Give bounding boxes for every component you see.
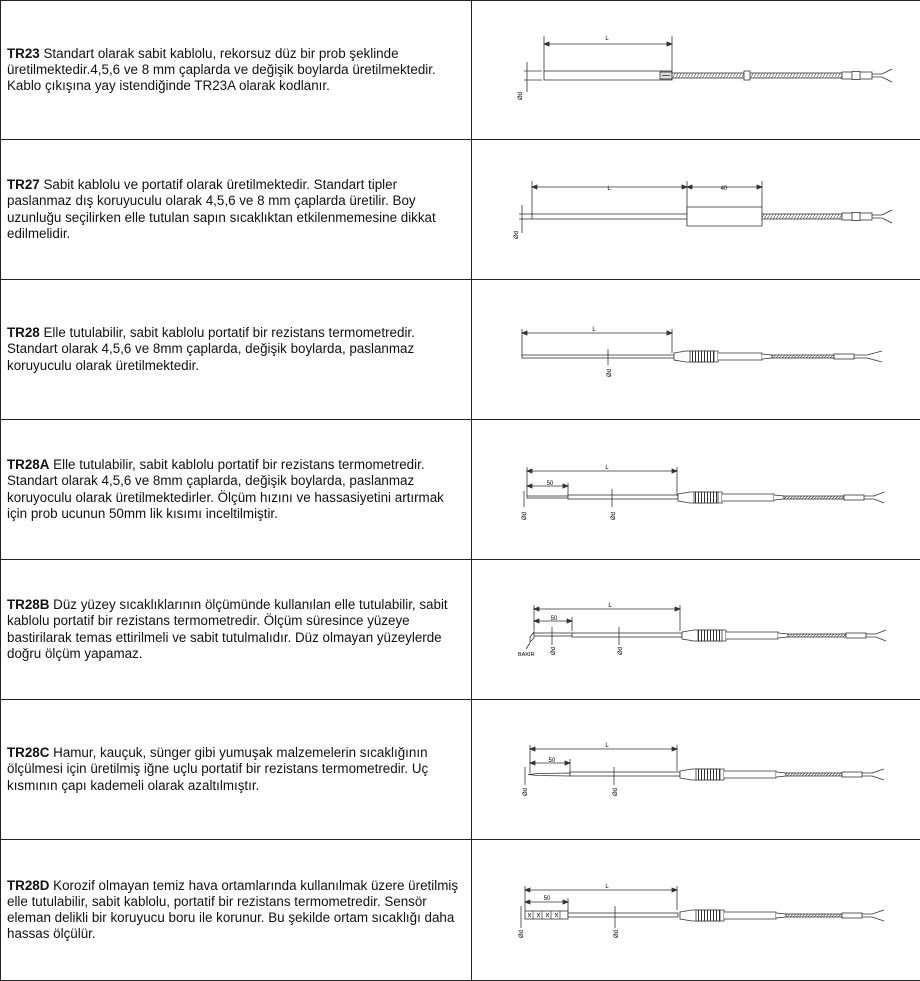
product-code: TR28A	[7, 457, 49, 472]
product-code: TR28C	[7, 745, 49, 760]
product-description: Elle tutulabilir, sabit kablolu portatif bir rezistans termometredir. Standart olarak 4,5,6 ve 8mm çaplarda, değişik boylarda, paslanmaz koruyuculu olarak üretilmektedir.	[7, 325, 415, 372]
probe-drawing-tr23	[472, 2, 920, 139]
probe-drawing-tr28c	[472, 701, 920, 838]
product-code: TR28D	[7, 878, 49, 893]
probe-drawing-tr28d	[472, 842, 920, 979]
drawing-cell	[472, 700, 920, 840]
material-label: BAKIR	[518, 652, 535, 658]
dia-label: Ød	[518, 91, 524, 99]
dim-label-L: L	[605, 884, 609, 890]
probe-drawing-tr28a	[472, 421, 920, 558]
dim-label-L: L	[605, 743, 609, 749]
table-row	[1, 140, 920, 280]
tip-dia-label: Ød	[522, 512, 528, 520]
table-row	[1, 840, 920, 981]
dim-label-L: L	[608, 603, 612, 609]
dim-label-L: L	[607, 186, 611, 192]
drawing-cell	[472, 1, 920, 140]
dim-label-L: L	[605, 36, 609, 42]
dia-label: Ød	[614, 929, 620, 937]
product-description: Korozif olmayan temiz hava ortamlarında kullanılmak üzere üretilmiş elle tutulabilir, sabit kablolu, portatif bir rezistans termometredir. Sensör eleman delikli bir koruyucu boru ile korunur. Bu şekilde ortam sıcaklığı daha hassas ölçülür.	[7, 878, 458, 942]
drawing-cell	[472, 560, 920, 700]
probe-drawing-tr27	[472, 141, 920, 278]
dia-label: Ød	[618, 647, 624, 655]
table-row	[1, 560, 920, 700]
description-cell	[1, 840, 472, 981]
dim-label-40: 40	[721, 186, 728, 192]
dim-label-L: L	[605, 465, 609, 471]
tip-dia-label: Ød	[519, 929, 525, 937]
description-cell	[1, 140, 472, 280]
probe-drawing-tr28b	[472, 561, 920, 698]
drawing-cell	[472, 140, 920, 280]
drawing-cell	[472, 840, 920, 981]
table-row	[1, 420, 920, 560]
product-description: Standart olarak sabit kablolu, rekorsuz düz bir prob şeklinde üretilmektedir.4,5,6 ve 8 mm çaplarda ve değişik boylarda üretilmektedir. Kablo çıkışına yay istendiğinde TR23A olarak kodlanır.	[7, 46, 436, 93]
probe-drawing-tr28	[472, 281, 920, 418]
dim-label-L: L	[592, 327, 596, 333]
dim-label-50: 50	[551, 616, 558, 622]
drawing-cell	[472, 280, 920, 420]
product-code: TR27	[7, 177, 40, 192]
tip-dia-label: Ød	[523, 788, 529, 796]
product-code: TR28	[7, 325, 40, 340]
description-cell	[1, 280, 472, 420]
dim-label-50: 50	[549, 758, 556, 764]
tip-dia-label: Ød	[551, 647, 557, 655]
table-row	[1, 280, 920, 420]
dia-label: Ød	[514, 231, 520, 239]
dim-label-50: 50	[547, 481, 554, 487]
table-row	[1, 700, 920, 840]
dia-label: Ød	[611, 512, 617, 520]
product-description: Elle tutulabilir, sabit kablolu portatif bir rezistans termometredir. Standart olarak 4,5,6 ve 8mm çaplarda, değişik boylarda, paslanmaz koruyoculu olarak üretilmektedirler. Ölçüm hızını ve hassasiyetini artırmak için prob ucunun 50mm lik kısımı inceltilmiştir.	[7, 457, 444, 521]
dim-label-50: 50	[544, 896, 551, 902]
product-description: Sabit kablolu ve portatif olarak üretilmektedir. Standart tipler paslanmaz dış koruyuculu olarak 4,5,6 ve 8 mm çaplarda üretilir. Boy uzunluğu seçilirken elle tutulan sapın sıcaklıktan etkilenmemesine dikkat edilmelidir.	[7, 177, 436, 241]
table-row	[1, 1, 920, 140]
product-code: TR23	[7, 46, 40, 61]
description-cell	[1, 1, 472, 140]
description-cell	[1, 420, 472, 560]
description-cell	[1, 560, 472, 700]
dia-label: Ød	[607, 369, 613, 377]
drawing-cell	[472, 420, 920, 560]
product-description: Düz yüzey sıcaklıklarının ölçümünde kullanılan elle tutulabilir, sabit kablolu portatif bir rezistans termometredir. Ölçüm süresince yüzeye bastirilarak temas ettirilmeli ve sabit tutulmalıdır. Düz olmayan yüzeylerde doğru ölçüm yapamaz.	[7, 597, 448, 661]
dia-label: Ød	[613, 788, 619, 796]
product-code: TR28B	[7, 597, 49, 612]
description-cell	[1, 700, 472, 840]
product-description: Hamur, kauçuk, sünger gibi yumuşak malzemelerin sıcaklığının ölçülmesi için üretilmiş iğne uçlu portatif bir rezistans termometredir. Uç kısmının çapı kademeli olarak azaltılmıştır.	[7, 745, 428, 792]
